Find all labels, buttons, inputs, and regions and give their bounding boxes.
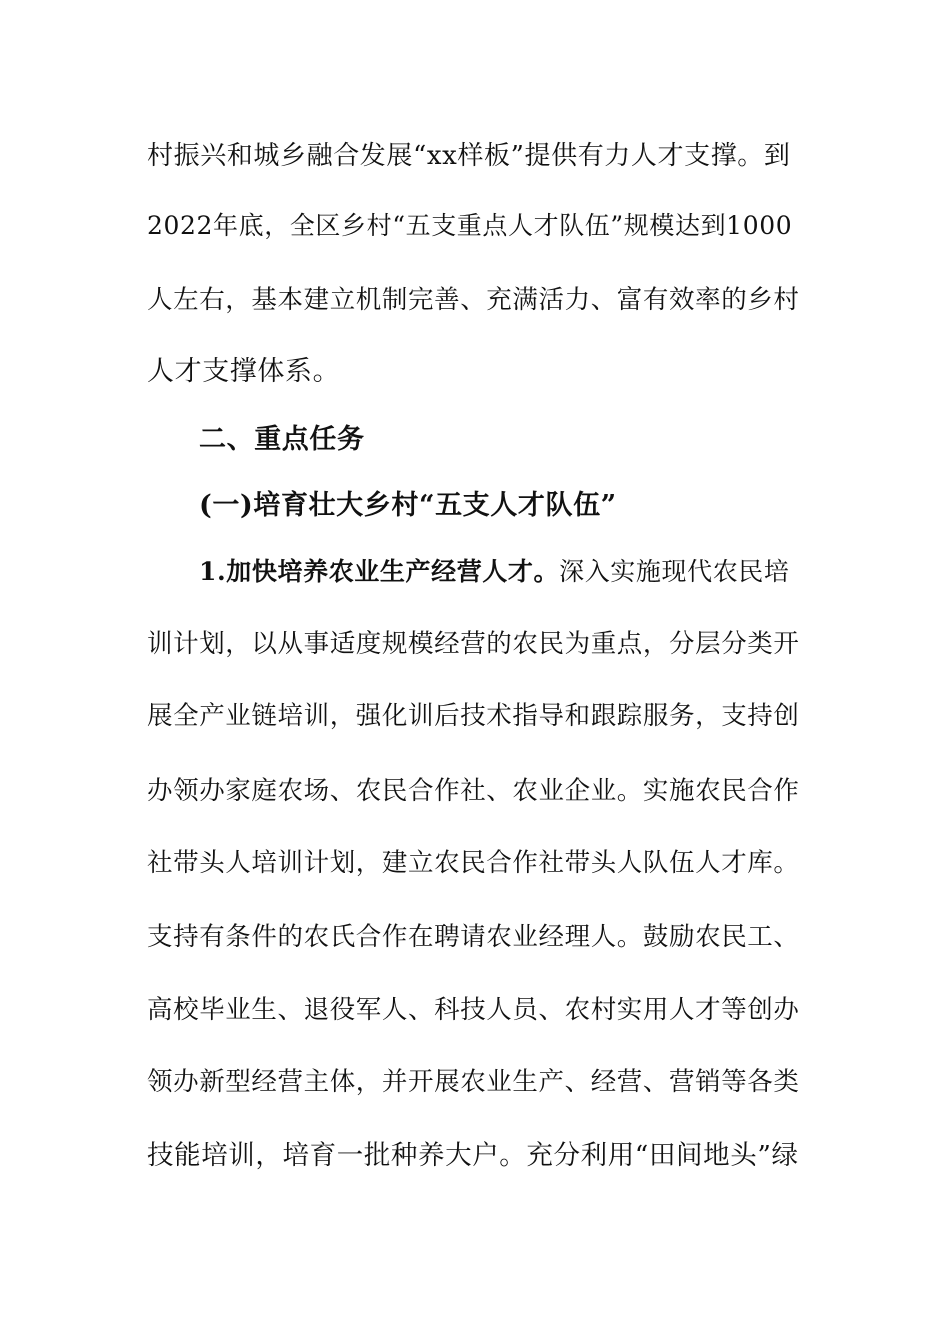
paragraph-line: 社带头人培训计划，建立农民合作社带头人队伍人才库。: [147, 848, 800, 878]
item-1-title: 1.加快培养农业生产经营人才。: [199, 557, 560, 586]
item-1-first-line: [199, 552, 790, 592]
paragraph-line: 高校毕业生、退役军人、科技人员、农村实用人才等创办: [147, 995, 800, 1025]
paragraph-line: 人左右，基本建立机制完善、充满活力、富有效率的乡村: [147, 285, 800, 315]
item-1-text: 深入实施现代农民培: [559, 557, 790, 586]
paragraph-line: 办领办家庭农场、农民合作社、农业企业。实施农民合作: [147, 776, 800, 806]
paragraph-line: 训计划，以从事适度规模经营的农民为重点，分层分类开: [147, 629, 800, 659]
paragraph-line: 人才支撑体系。: [147, 356, 341, 387]
paragraph-line: 技能培训，培育一批种养大户。充分利用“田间地头”绿: [147, 1140, 799, 1171]
paragraph-line: 2022年底，全区乡村“五支重点人才队伍”规模达到1000: [147, 211, 793, 240]
section-heading: 二、重点任务: [199, 424, 365, 455]
subsection-heading: (一)培育壮大乡村“五支人才队伍”: [199, 490, 617, 521]
paragraph-line: 展全产业链培训，强化训后技术指导和跟踪服务，支持创: [147, 701, 800, 731]
paragraph-line: 村振兴和城乡融合发展“xx样板”提供有力人才支撑。到: [147, 141, 791, 171]
paragraph-line: 支持有条件的农氏合作在聘请农业经理人。鼓励农民工、: [147, 922, 800, 952]
paragraph-line: 领办新型经营主体，并开展农业生产、经营、营销等各类: [147, 1067, 800, 1097]
